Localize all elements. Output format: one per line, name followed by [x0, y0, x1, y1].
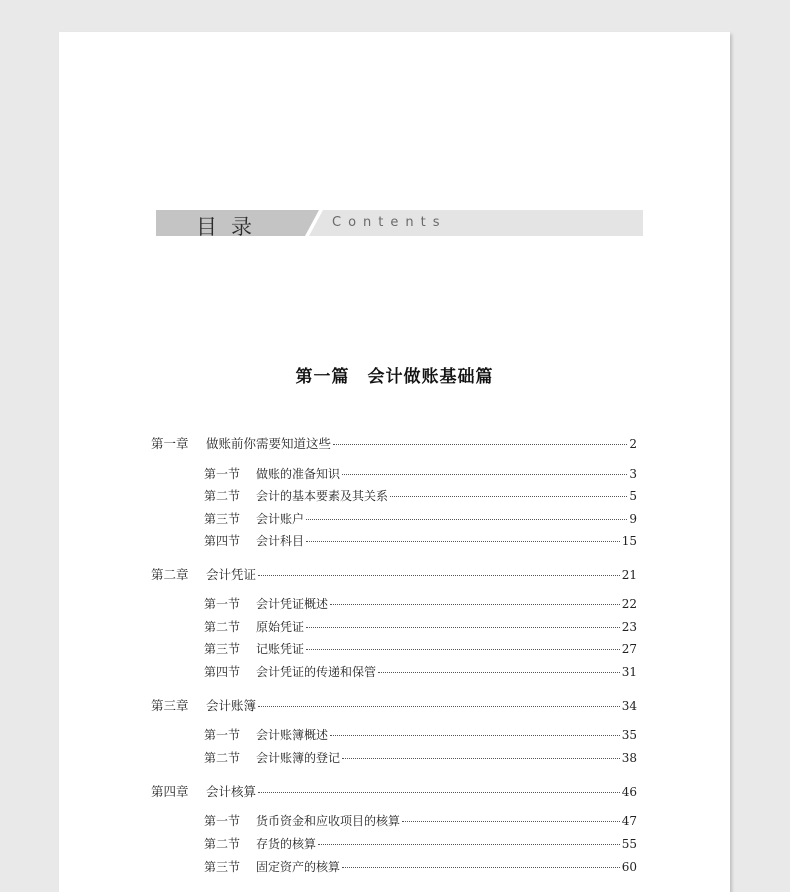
toc-page-number: 35: [621, 728, 637, 742]
toc-page-number: 34: [621, 699, 637, 713]
toc-title: 会计科目: [256, 534, 305, 548]
toc-leader: [306, 627, 620, 628]
toc-leader: [342, 474, 627, 475]
toc-title: 做账的准备知识: [256, 467, 341, 481]
toc-section[interactable]: [204, 835, 637, 853]
toc-number: 第一节: [204, 597, 241, 611]
contents-subtitle: Contents: [332, 215, 447, 230]
toc-page-number: 22: [621, 597, 637, 611]
toc-page-number: 15: [621, 534, 637, 548]
toc-number: 第三节: [204, 512, 241, 526]
toc-title: 会计账户: [256, 512, 305, 526]
toc-section[interactable]: [204, 749, 637, 767]
toc-leader: [258, 792, 620, 793]
toc-page-number: 60: [621, 860, 637, 874]
toc-page-number: 3: [629, 467, 637, 481]
toc-chapter[interactable]: [151, 782, 637, 800]
toc-title: 做账前你需要知道这些: [206, 436, 332, 451]
toc-chapter[interactable]: [151, 696, 637, 714]
toc-number: 第四节: [204, 665, 241, 679]
toc-chapter[interactable]: [151, 434, 637, 452]
toc-page-number: 9: [629, 512, 637, 526]
toc-section[interactable]: [204, 640, 637, 658]
toc-title: 会计凭证: [206, 567, 257, 582]
toc-section[interactable]: [204, 595, 637, 613]
toc-page-number: 27: [621, 642, 637, 656]
toc-leader: [390, 496, 627, 497]
toc-section[interactable]: [204, 726, 637, 744]
toc-section[interactable]: [204, 812, 637, 830]
toc-leader: [342, 758, 620, 759]
toc-section[interactable]: [204, 532, 637, 550]
toc-number: 第一节: [204, 814, 241, 828]
toc-number: 第二节: [204, 837, 241, 851]
toc-leader: [378, 672, 620, 673]
toc-title: 原始凭证: [256, 620, 305, 634]
toc-title: 会计核算: [206, 784, 257, 799]
toc-section[interactable]: [204, 465, 637, 483]
toc-page-number: 23: [621, 620, 637, 634]
toc-leader: [258, 575, 620, 576]
toc-title: 存货的核算: [256, 837, 317, 851]
toc-title: 会计凭证的传递和保管: [256, 665, 377, 679]
toc-leader: [306, 519, 627, 520]
toc-number: 第二章: [151, 567, 189, 582]
toc-number: 第三节: [204, 642, 241, 656]
toc-number: 第三节: [204, 860, 241, 874]
toc-number: 第二节: [204, 620, 241, 634]
toc-leader: [330, 735, 620, 736]
toc-chapter[interactable]: [151, 565, 637, 583]
contents-title: 目录: [196, 215, 266, 239]
toc-title: 会计账簿的登记: [256, 751, 341, 765]
toc-title: 会计账簿概述: [256, 728, 329, 742]
toc-leader: [402, 821, 620, 822]
book-page: [59, 32, 730, 892]
toc-number: 第一章: [151, 436, 189, 451]
toc-number: 第一节: [204, 728, 241, 742]
part-title: 第一篇 会计做账基础篇: [295, 367, 494, 387]
toc-number: 第一节: [204, 467, 241, 481]
toc-section[interactable]: [204, 618, 637, 636]
toc-number: 第四章: [151, 784, 189, 799]
toc-title: 货币资金和应收项目的核算: [256, 814, 401, 828]
toc-leader: [306, 541, 620, 542]
toc-section[interactable]: [204, 510, 637, 528]
toc-page-number: 21: [621, 568, 637, 582]
toc-section[interactable]: [204, 487, 637, 505]
toc-page-number: 38: [621, 751, 637, 765]
toc-number: 第二节: [204, 751, 241, 765]
toc-title: 固定资产的核算: [256, 860, 341, 874]
toc-section[interactable]: [204, 663, 637, 681]
toc-section[interactable]: [204, 858, 637, 876]
toc-title: 会计的基本要素及其关系: [256, 489, 389, 503]
toc-leader: [333, 444, 627, 445]
toc-number: 第三章: [151, 698, 189, 713]
toc-page-number: 31: [621, 665, 637, 679]
toc-leader: [318, 844, 620, 845]
toc-page-number: 46: [621, 785, 637, 799]
toc-leader: [330, 604, 620, 605]
toc-page-number: 47: [621, 814, 637, 828]
contents-banner: [156, 210, 643, 239]
toc-leader: [258, 706, 620, 707]
toc-page-number: 55: [621, 837, 637, 851]
toc-number: 第二节: [204, 489, 241, 503]
toc-title: 记账凭证: [256, 642, 305, 656]
toc-page-number: 5: [629, 489, 637, 503]
toc-number: 第四节: [204, 534, 241, 548]
toc-title: 会计账簿: [206, 698, 257, 713]
toc-leader: [342, 867, 620, 868]
toc-page-number: 2: [629, 437, 637, 451]
toc-leader: [306, 649, 620, 650]
toc-title: 会计凭证概述: [256, 597, 329, 611]
